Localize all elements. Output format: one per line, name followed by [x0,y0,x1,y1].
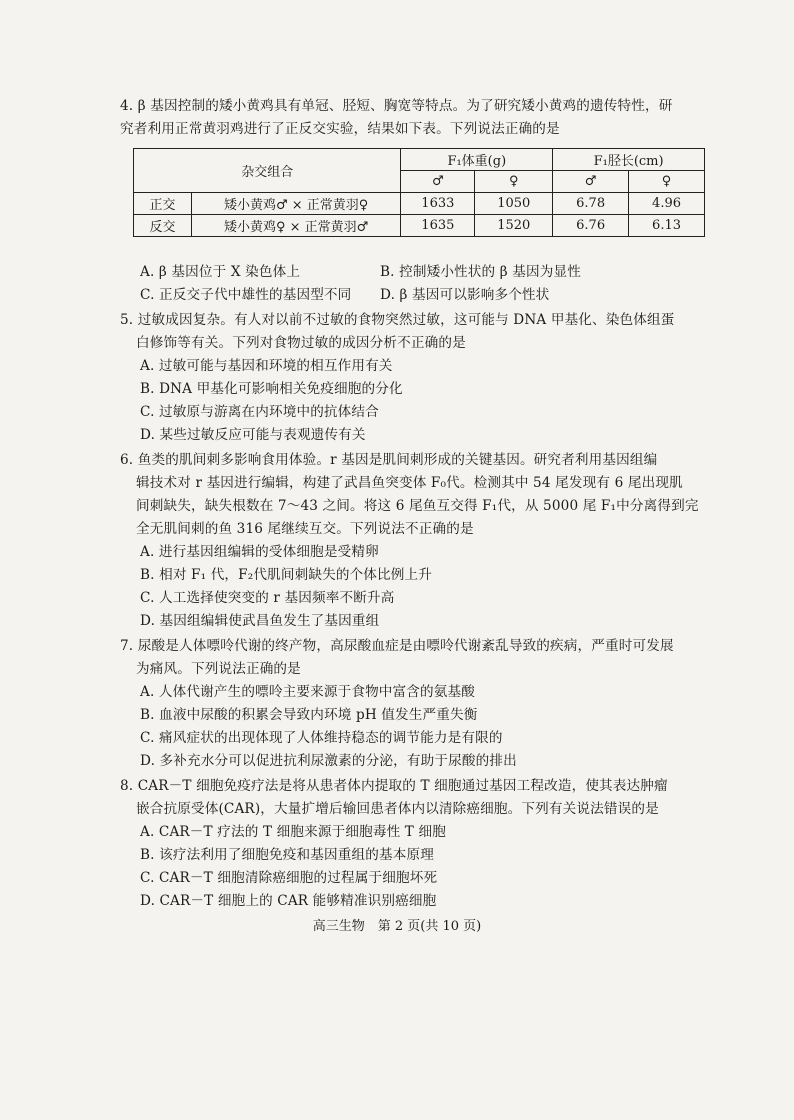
header-shin-male: ♂ [553,171,629,193]
q6-stem-line4: 全无肌间刺的鱼 316 尾继续互交。下列说法不正确的是 [136,521,474,537]
row-shin-male: 6.76 [553,215,629,237]
header-shin: F₁胫长(cm) [553,149,705,171]
q6-stem-line3: 间刺缺失，缺失根数在 7～43 之间。将这 6 尾鱼互交得 F₁代，从 5000 尾 F₁中分离得到完 [136,498,699,514]
q6-option-b[interactable]: B. 相对 F₁ 代，F₂代肌间刺缺失的个体比例上升 [140,567,433,583]
q6-option-a[interactable]: A. 进行基因组编辑的受体细胞是受精卵 [140,544,379,560]
q5-option-c[interactable]: C. 过敏原与游离在内环境中的抗体结合 [140,404,379,420]
q8-option-b[interactable]: B. 该疗法利用了细胞免疫和基因重组的基本原理 [140,847,434,863]
header-weight: F₁体重(g) [401,149,553,171]
q8-option-c[interactable]: C. CAR－T 细胞清除癌细胞的过程属于细胞坏死 [140,870,438,886]
row-combo: 矮小黄鸡♀ × 正常黄羽♂ [191,215,401,237]
row-combo: 矮小黄鸡♂ × 正常黄羽♀ [191,193,401,215]
row-type: 反交 [134,215,192,237]
row-weight-female: 1050 [475,193,553,215]
q5-option-d[interactable]: D. 某些过敏反应可能与表观遗传有关 [140,427,366,443]
q5-stem-line1: 5. 过敏成因复杂。有人对以前不过敏的食物突然过敏，这可能与 DNA 甲基化、染色体组蛋 [120,312,675,328]
q4-stem-line2: 究者利用正常黄羽鸡进行了正反交实验，结果如下表。下列说法正确的是 [120,121,560,137]
table-row [134,193,705,215]
q6-option-d[interactable]: D. 基因组编辑使武昌鱼发生了基因重组 [140,613,380,629]
header-weight-female: ♀ [475,171,553,193]
q7-option-b[interactable]: B. 血液中尿酸的积累会导致内环境 pH 值发生严重失衡 [140,707,478,723]
q6-stem-line2: 辑技术对 r 基因进行编辑，构建了武昌鱼突变体 F₀代。检测其中 54 尾发现有 6 尾出现肌 [136,475,683,491]
q8-option-a[interactable]: A. CAR－T 疗法的 T 细胞来源于细胞毒性 T 细胞 [140,824,446,840]
row-shin-female: 6.13 [629,215,705,237]
q7-stem-line2: 为痛风。下列说法正确的是 [136,661,301,677]
q4-stem-line1: 4. β 基因控制的矮小黄鸡具有单冠、胫短、胸宽等特点。为了研究矮小黄鸡的遗传特性，研 [120,98,673,114]
page-footer: 高三生物 第 2 页(共 10 页) [312,919,482,934]
q4-option-b[interactable]: B. 控制矮小性状的 β 基因为显性 [380,264,581,280]
q4-data-table [133,148,705,237]
table-row [134,215,705,237]
row-weight-male: 1633 [401,193,475,215]
q4-option-d[interactable]: D. β 基因可以影响多个性状 [380,287,550,303]
q5-option-b[interactable]: B. DNA 甲基化可影响相关免疫细胞的分化 [140,381,403,397]
q8-stem-line2: 嵌合抗原受体(CAR)，大量扩增后输回患者体内以清除癌细胞。下列有关说法错误的是 [136,801,659,817]
header-shin-female: ♀ [629,171,705,193]
q4-option-a[interactable]: A. β 基因位于 X 染色体上 [140,264,301,280]
row-type: 正交 [134,193,192,215]
q8-stem-line1: 8. CAR－T 细胞免疫疗法是将从患者体内提取的 T 细胞通过基因工程改造，使其表达肿瘤 [120,778,668,794]
header-combo: 杂交组合 [134,149,401,193]
q6-stem-line1: 6. 鱼类的肌间刺多影响食用体验。r 基因是肌间刺形成的关键基因。研究者利用基因组编 [120,452,658,468]
row-shin-male: 6.78 [553,193,629,215]
q7-stem-line1: 7. 尿酸是人体嘌呤代谢的终产物，高尿酸血症是由嘌呤代谢紊乱导致的疾病，严重时可发展 [120,638,674,654]
q8-option-d[interactable]: D. CAR－T 细胞上的 CAR 能够精准识别癌细胞 [140,893,437,909]
q7-option-d[interactable]: D. 多补充水分可以促进抗利尿激素的分泌，有助于尿酸的排出 [140,753,517,769]
q4-option-c[interactable]: C. 正反交子代中雄性的基因型不同 [140,287,352,303]
row-shin-female: 4.96 [629,193,705,215]
q5-stem-line2: 白修饰等有关。下列对食物过敏的成因分析不正确的是 [136,335,466,351]
q5-option-a[interactable]: A. 过敏可能与基因和环境的相互作用有关 [140,358,393,374]
row-weight-male: 1635 [401,215,475,237]
row-weight-female: 1520 [475,215,553,237]
header-weight-male: ♂ [401,171,475,193]
q6-option-c[interactable]: C. 人工选择使突变的 r 基因频率不断升高 [140,590,395,606]
q7-option-c[interactable]: C. 痛风症状的出现体现了人体维持稳态的调节能力是有限的 [140,730,503,746]
q7-option-a[interactable]: A. 人体代谢产生的嘌呤主要来源于食物中富含的氨基酸 [140,684,476,700]
